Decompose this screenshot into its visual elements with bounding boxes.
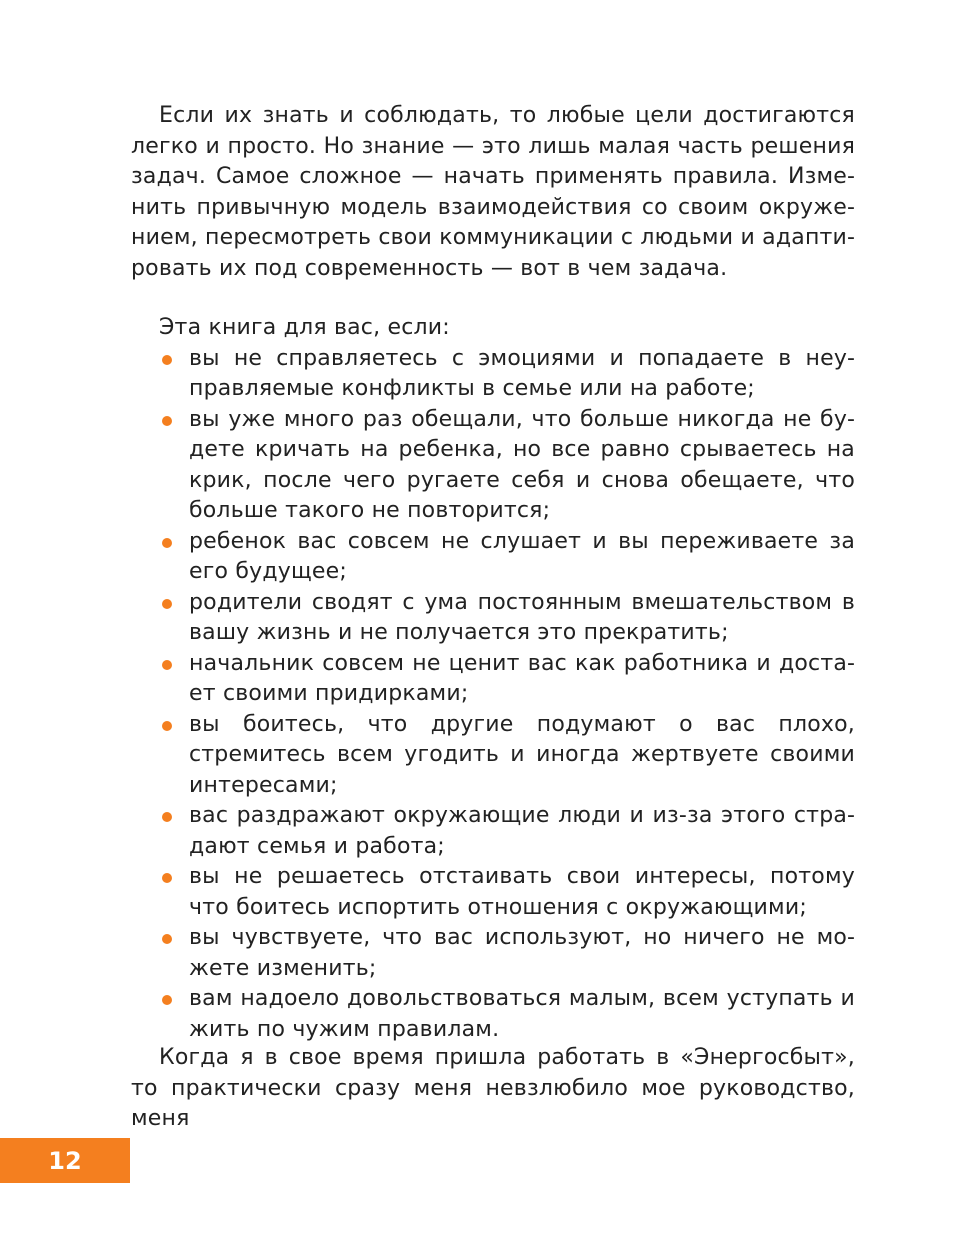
bullet-dot-icon	[162, 721, 172, 731]
bullet-list	[131, 344, 855, 1046]
list-item-text: вы чувствуете, что вас используют, но ничего не можете изменить;	[189, 925, 855, 981]
list-item	[131, 710, 855, 802]
list-item	[131, 801, 855, 862]
list-item	[131, 862, 855, 923]
list-item	[131, 344, 855, 405]
bullet-dot-icon	[162, 416, 172, 426]
list-item-text: вам надоело довольствоваться малым, всем уступать и жить по чужим правилам.	[189, 986, 855, 1042]
list-item	[131, 527, 855, 588]
list-item-text: вас раздражают окружающие люди и из-за этого страдают семья и работа;	[189, 803, 855, 859]
list-item-text: ребенок вас совсем не слушает и вы переживаете за его будущее;	[189, 528, 855, 584]
list-item	[131, 923, 855, 984]
closing-paragraph: Когда я в свое время пришла работать в «Энергосбыт», то практически сразу меня невзлюбило мое руководство, меня	[131, 1045, 855, 1131]
list-item	[131, 649, 855, 710]
list-item-text: вы боитесь, что другие подумают о вас плохо, стремитесь всем угодить и иногда жертвуете своими интересами;	[189, 711, 855, 798]
bullet-dot-icon	[162, 355, 172, 365]
intro-paragraph: Если их знать и соблюдать, то любые цели достигаются легко и просто. Но знание — это лишь малая часть решения задач. Самое сложное — начать применять правила. Изменить привычную модель взаимодействия со своим окружением, пересмотреть свои коммуникации с людьми и адаптировать их под современность — вот в чем задача.	[131, 103, 855, 281]
bullet-dot-icon	[162, 538, 172, 548]
list-item	[131, 588, 855, 649]
bullet-dot-icon	[162, 660, 172, 670]
list-item-text: начальник совсем не ценит вас как работника и достает своими придирками;	[189, 650, 855, 706]
audience-list-section	[131, 313, 855, 1045]
list-item-text: вы не решаетесь отстаивать свои интересы, потому что боитесь испортить отношения с окружающими;	[189, 864, 855, 920]
bullet-dot-icon	[162, 599, 172, 609]
bullet-dot-icon	[162, 812, 172, 822]
list-item	[131, 405, 855, 527]
closing-section	[131, 1043, 855, 1135]
bullet-dot-icon	[162, 995, 172, 1005]
list-item-text: родители сводят с ума постоянным вмешательством в вашу жизнь и не получается это прекратить;	[189, 589, 855, 645]
bullet-dot-icon	[162, 873, 172, 883]
list-item-text: вы уже много раз обещали, что больше никогда не будете кричать на ребенка, но все равно срываетесь на крик, после чего ругаете себя и снова обещаете, что больше такого не повторится;	[189, 406, 855, 523]
page-number-badge	[0, 1138, 130, 1183]
list-title: Эта книга для вас, если:	[159, 315, 450, 340]
bullet-dot-icon	[162, 934, 172, 944]
page-number: 12	[48, 1146, 82, 1175]
intro-section	[131, 101, 855, 284]
list-item	[131, 984, 855, 1045]
list-item-text: вы не справляетесь с эмоциями и попадаете в неуправляемые конфликты в семье или на работе;	[189, 345, 855, 401]
